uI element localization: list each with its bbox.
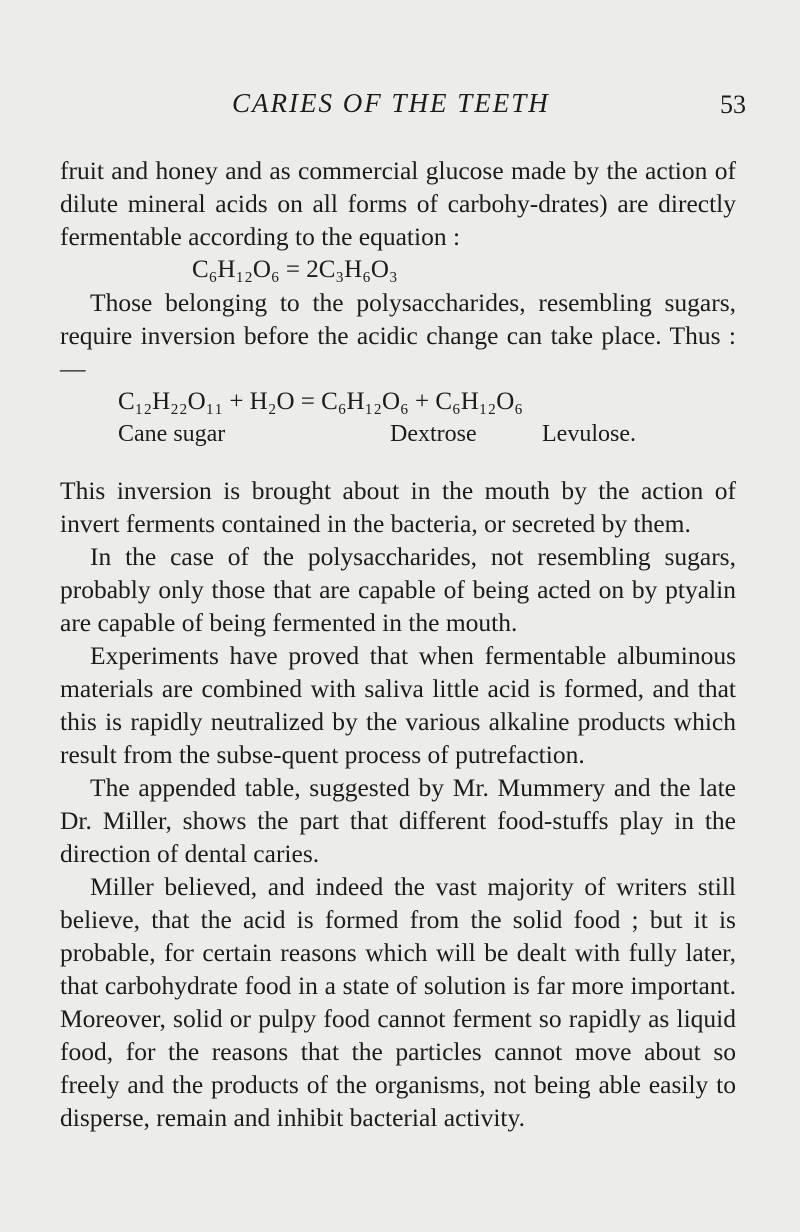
paragraph-inversion-mouth: This inversion is brought about in the mouth by the action of invert ferments contained in the bacteria, or secreted by them. — [60, 476, 736, 538]
label-dextrose: Dextrose — [390, 421, 477, 447]
paragraph-miller: Miller believed, and indeed the vast majority of writers still believe, that the acid is formed from the solid food ; but it is probable, for certain reasons which will be dealt with fully later, that carbohydrate food in a state of solution is far more important. Moreover, solid or pulpy food cannot ferment so rapidly as liquid food, for the reasons that the particles cannot move about so freely and the products of the organisms, not being able easily to disperse, remain and inhibit bacterial activity. — [60, 872, 736, 1132]
body-text — [60, 154, 736, 1134]
paragraph-experiments: Experiments have proved that when fermentable albuminous materials are combined with saliva little acid is formed, and that this is rapidly neutralized by the various alkaline products which result from the subse-quent process of putrefaction. — [60, 641, 736, 769]
equation-labels — [60, 418, 736, 452]
paragraph-ptyalin: In the case of the polysaccharides, not resembling sugars, probably only those that are capable of being acted on by ptyalin are capable of being fermented in the mouth. — [60, 542, 736, 637]
page-header — [0, 88, 800, 128]
equation-glucose-fermentation: C₆H₁₂O₆ = 2C₃H₆O₃ — [192, 256, 398, 283]
page-number: 53 — [720, 90, 746, 119]
paragraph-polysaccharides: Those belonging to the polysaccharides, resembling sugars, require inversion before the acidic change can take place. Thus :— — [60, 288, 736, 383]
paragraph-appended-table: The appended table, suggested by Mr. Mummery and the late Dr. Miller, shows the part that different food-stuffs play in the direction of dental caries. — [60, 773, 736, 868]
equation-inversion: C₁₂H₂₂O₁₁ + H₂O = C₆H₁₂O₆ + C₆H₁₂O₆ — [118, 388, 523, 415]
label-levulose: Levulose. — [542, 421, 636, 447]
label-cane-sugar: Cane sugar — [118, 421, 226, 447]
paragraph-fruit-honey: fruit and honey and as commercial glucose made by the action of dilute mineral acids on all forms of carbohy-drates) are directly fermentable according to the equation : — [60, 156, 736, 251]
running-title: CARIES OF THE TEETH — [232, 88, 550, 118]
